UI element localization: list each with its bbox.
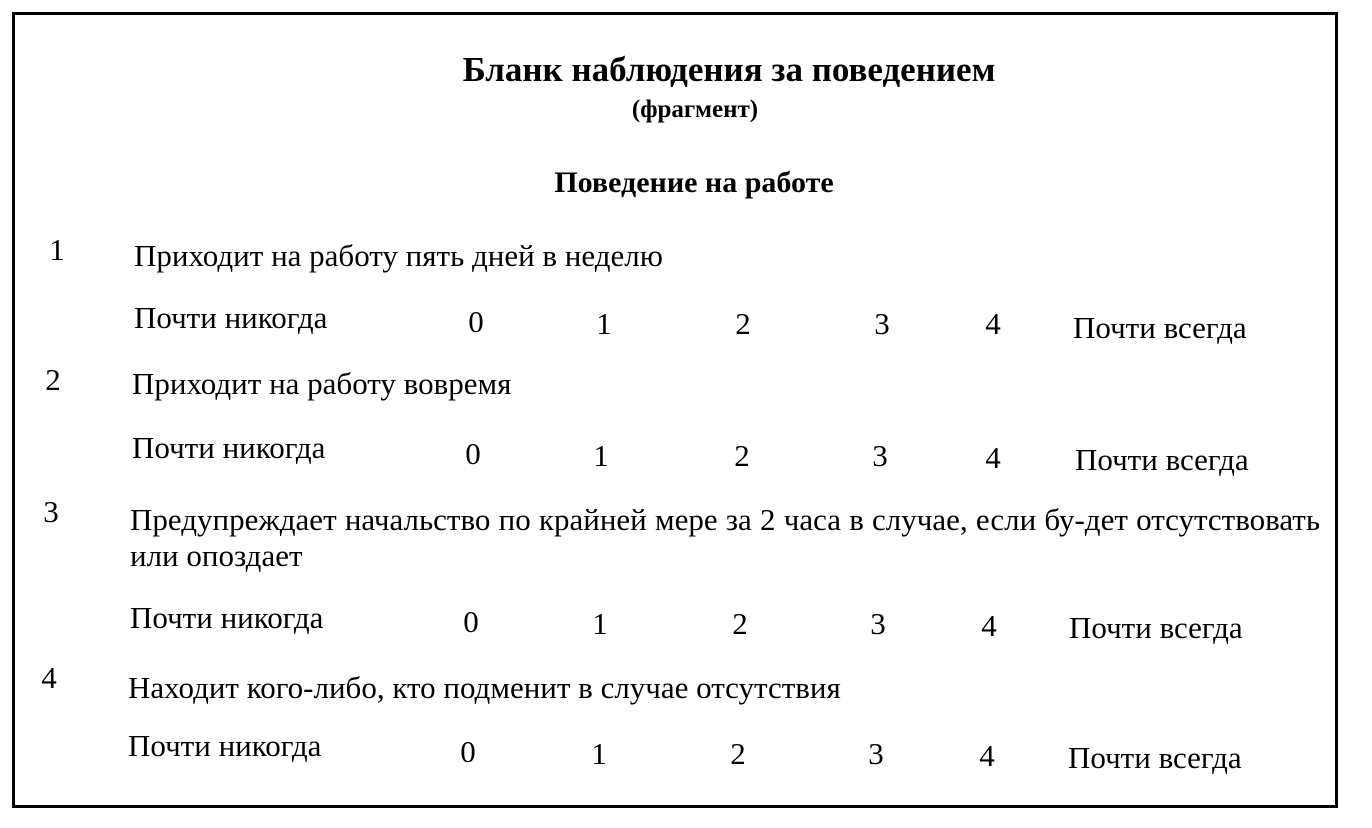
scale-option: 3: [872, 438, 888, 473]
scale-option: 1: [591, 736, 607, 771]
scale-option: 4: [985, 306, 1001, 341]
item-number: 1: [49, 232, 65, 267]
scale-option: 2: [730, 736, 746, 771]
item-number: 4: [41, 660, 57, 695]
form-title: Бланк наблюдения за поведением: [462, 50, 996, 89]
scale-high-label: Почти всегда: [1073, 310, 1247, 345]
scale-option: 0: [460, 734, 476, 769]
item-text: Приходит на работу пять дней в неделю: [134, 238, 663, 273]
scale-option: 1: [593, 438, 609, 473]
scale-option: 4: [979, 738, 995, 773]
scale-high-label: Почти всегда: [1075, 442, 1249, 477]
item-number: 3: [43, 494, 59, 529]
scale-option: 3: [870, 606, 886, 641]
scale-low-label: Почти никогда: [132, 430, 326, 465]
scale-option: 2: [734, 438, 750, 473]
scale-option: 2: [732, 606, 748, 641]
item-text: Предупреждает начальство по крайней мере за 2 часа в случае, если бу-дет отсутствовать или опоздает: [130, 502, 1320, 573]
scale-option: 4: [985, 440, 1001, 475]
scale-low-label: Почти никогда: [134, 300, 328, 335]
item-text: Находит кого-либо, кто подменит в случае отсутствия: [128, 670, 841, 705]
scale-option: 0: [463, 604, 479, 639]
scale-option: 1: [592, 606, 608, 641]
scale-option: 3: [868, 736, 884, 771]
scale-high-label: Почти всегда: [1068, 740, 1242, 775]
scale-option: 0: [468, 304, 484, 339]
scale-option: 4: [981, 608, 997, 643]
scale-option: 1: [596, 306, 612, 341]
scale-option: 3: [874, 306, 890, 341]
scale-option: 2: [735, 306, 751, 341]
scale-low-label: Почти никогда: [128, 728, 322, 763]
item-text: Приходит на работу вовремя: [132, 366, 512, 401]
scale-high-label: Почти всегда: [1069, 610, 1243, 645]
scale-option: 0: [465, 436, 481, 471]
section-title: Поведение на работе: [554, 166, 834, 199]
form-subtitle: (фрагмент): [631, 96, 759, 123]
scale-low-label: Почти никогда: [130, 600, 324, 635]
item-number: 2: [45, 362, 61, 397]
